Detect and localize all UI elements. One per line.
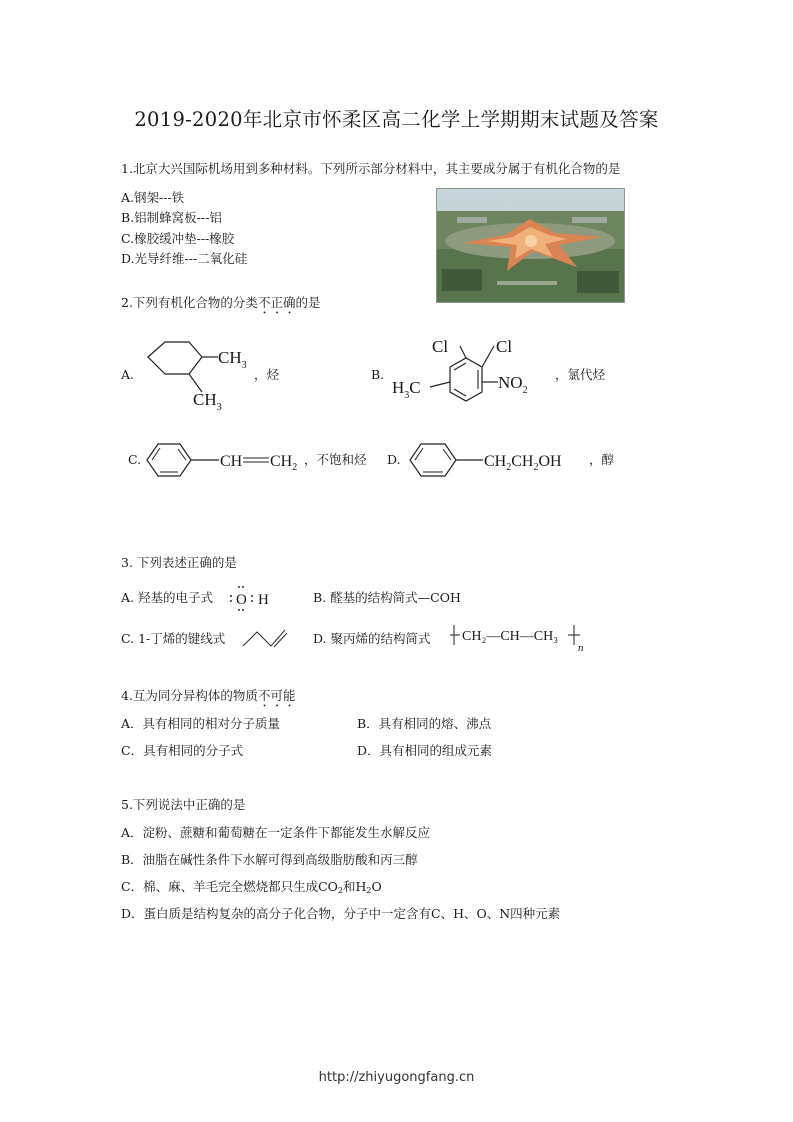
q2-b-h3c: $H_3C$ bbox=[392, 378, 421, 401]
footer-url[interactable]: http://zhiyugongfang.cn bbox=[318, 1070, 475, 1085]
q2-a-ch3-top: $CH_3$ bbox=[218, 348, 247, 371]
q5-c-part2: 和H bbox=[342, 879, 367, 894]
q2-b-cl-left: Cl bbox=[432, 337, 449, 356]
q1-option-a: A.钢架---铁 bbox=[121, 190, 185, 205]
q4-option-b: B．具有相同的熔、沸点 bbox=[357, 716, 492, 731]
q2-stem-after: 的是 bbox=[295, 295, 321, 310]
q5-c-sub2: 2 bbox=[366, 886, 372, 895]
q2-b-structure bbox=[390, 332, 570, 422]
q3-option-a: A. 羟基的电子式 bbox=[121, 590, 213, 605]
q3-d-n: n bbox=[578, 642, 584, 654]
q2-option-c-class: ，不饱和烃 bbox=[304, 452, 367, 467]
q1-stem: 1.北京大兴国际机场用到多种材料。下列所示部分材料中，其主要成分属于有机化合物的是 bbox=[121, 161, 621, 176]
q3-stem: 3. 下列表述正确的是 bbox=[121, 555, 237, 570]
q4-option-a: A．具有相同的相对分子质量 bbox=[121, 716, 281, 731]
q2-stem-emphasis: 不正确 bbox=[257, 295, 296, 310]
q5-stem: 5.下列说法中正确的是 bbox=[121, 797, 246, 812]
q5-c-sub1: 2 bbox=[337, 886, 343, 895]
q2-d-structure bbox=[403, 436, 603, 486]
q3-a-oxygen: O bbox=[236, 592, 247, 608]
q1-option-b: B.铝制蜂窝板---铝 bbox=[121, 210, 222, 225]
q3-option-c: C. 1-丁烯的键线式 bbox=[121, 631, 226, 646]
q4-option-d: D．具有相同的组成元素 bbox=[357, 743, 493, 758]
q2-stem-before: 2.下列有机化合物的分类 bbox=[121, 295, 258, 310]
q4-stem bbox=[121, 688, 295, 710]
q5-c-part3: O bbox=[371, 879, 382, 894]
q4-stem-emphasis: 不可能 bbox=[257, 688, 296, 703]
q2-a-ch3-bottom: $CH_3$ bbox=[193, 390, 222, 413]
q5-option-c bbox=[121, 879, 382, 899]
q1-option-d: D.光导纤维---二氧化硅 bbox=[121, 251, 248, 266]
q5-option-d: D．蛋白质是结构复杂的高分子化合物，分子中一定含有C、H、O、N四种元素 bbox=[121, 906, 561, 921]
q3-d-repeat-unit: CH₂—CH—CH₃ bbox=[462, 629, 559, 644]
q3-a-hydrogen: H bbox=[258, 592, 269, 608]
q3-d-polymer-formula bbox=[450, 623, 600, 653]
page-title: 2019-2020年北京市怀柔区高二化学上学期期末试题及答案 bbox=[134, 108, 659, 131]
q3-c-skeletal-formula bbox=[240, 626, 290, 650]
q3-option-d: D. 聚丙烯的结构简式 bbox=[313, 631, 431, 646]
q2-c-structure bbox=[143, 436, 323, 486]
q4-option-c: C．具有相同的分子式 bbox=[121, 743, 244, 758]
q2-option-d-class: ，醇 bbox=[589, 452, 615, 467]
q3-option-b: B. 醛基的结构简式—COH bbox=[313, 590, 461, 605]
q2-d-formula: $CH_2CH_2OH$ bbox=[484, 453, 562, 473]
q2-option-a-class: ，烃 bbox=[254, 367, 280, 382]
q2-c-ch2: $CH_2$ bbox=[270, 453, 298, 473]
q4-stem-before: 4.互为同分异构体的物质 bbox=[121, 688, 258, 703]
q1-option-c: C.橡胶缓冲垫---橡胶 bbox=[121, 231, 235, 246]
airport-photo bbox=[436, 188, 625, 303]
q2-b-cl-right: Cl bbox=[496, 337, 513, 356]
q2-option-c-label: C. bbox=[128, 452, 142, 467]
q2-option-d-label: D. bbox=[387, 452, 401, 467]
q2-option-a-label: A. bbox=[121, 367, 135, 382]
q2-option-b-label: B. bbox=[371, 367, 385, 382]
q2-c-ch: CH bbox=[220, 453, 243, 470]
q5-option-b: B．油脂在碱性条件下水解可得到高级脂肪酸和丙三醇 bbox=[121, 852, 418, 867]
q3-a-electron-formula bbox=[226, 584, 272, 614]
q2-stem bbox=[121, 295, 320, 317]
q2-b-no2: $NO_2$ bbox=[498, 373, 528, 396]
q5-option-a: A．淀粉、蔗糖和葡萄糖在一定条件下都能发生水解反应 bbox=[121, 825, 431, 840]
q2-option-b-class: ，氯代烃 bbox=[555, 367, 606, 382]
q5-c-part1: C．棉、麻、羊毛完全燃烧都只生成CO bbox=[121, 879, 338, 894]
